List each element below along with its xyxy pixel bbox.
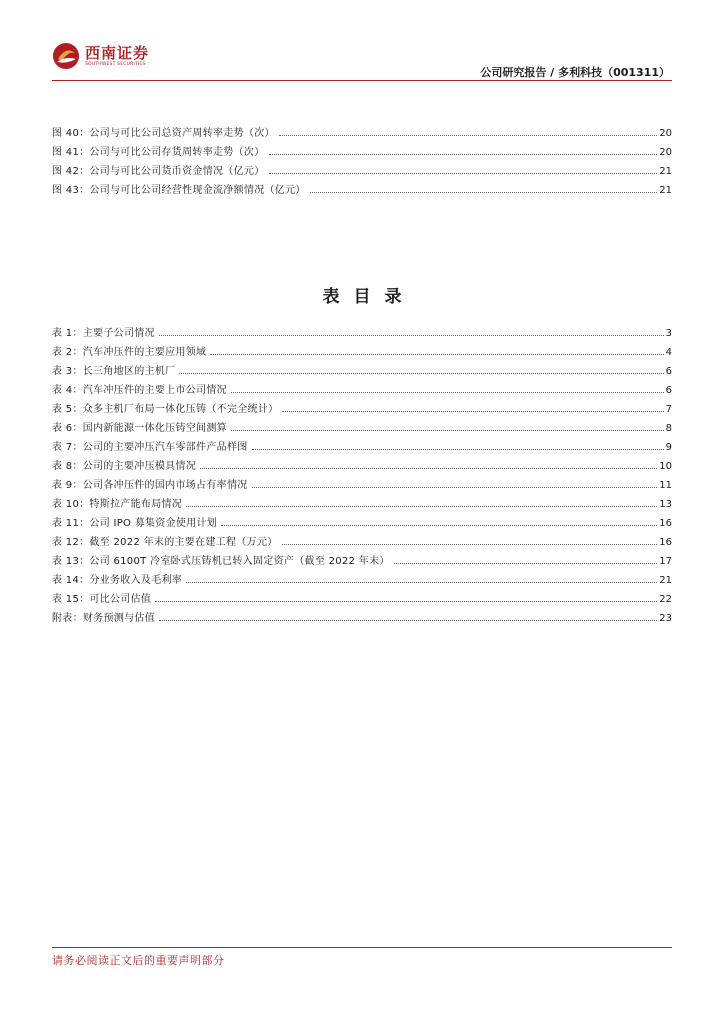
toc-entry-label: 表 2：汽车冲压件的主要应用领域: [52, 347, 207, 358]
table-toc-heading: 表目录: [322, 287, 416, 307]
toc-entry-label: 表 5：众多主机厂布局一体化压铸（不完全统计）: [52, 404, 279, 415]
logo-chinese-text: 西南证券: [85, 43, 150, 62]
dot-leader: [282, 544, 658, 545]
dot-leader: [282, 411, 663, 412]
dot-leader: [269, 173, 658, 174]
toc-entry[interactable]: [52, 158, 672, 177]
toc-entry[interactable]: [52, 453, 672, 472]
dot-leader: [159, 620, 657, 621]
toc-entry-label: 表 15：可比公司估值: [52, 594, 152, 605]
toc-entry-page: 16: [659, 518, 672, 529]
toc-entry-page: 20: [659, 128, 672, 139]
toc-entry-page: 11: [659, 480, 672, 491]
toc-entry-page: 3: [665, 328, 672, 339]
toc-entry-label: 表 10：特斯拉产能布局情况: [52, 499, 183, 510]
toc-entry-page: 21: [659, 185, 672, 196]
dot-leader: [252, 487, 658, 488]
toc-entry-label: 图 42：公司与可比公司货币资金情况（亿元）: [52, 166, 265, 177]
toc-entry-page: 21: [659, 166, 672, 177]
toc-entry-label: 图 43：公司与可比公司经营性现金流净额情况（亿元）: [52, 185, 306, 196]
report-title: 公司研究报告 / 多利科技（001311）: [480, 66, 670, 79]
toc-entry[interactable]: [52, 529, 672, 548]
toc-entry[interactable]: [52, 320, 672, 339]
dot-leader: [159, 335, 664, 336]
toc-entry[interactable]: [52, 567, 672, 586]
toc-entry-label: 表 12：截至 2022 年末的主要在建工程（万元）: [52, 537, 278, 548]
toc-entry[interactable]: [52, 177, 672, 196]
toc-entry-page: 20: [659, 147, 672, 158]
toc-entry-label: 表 7：公司的主要冲压汽车零部件产品样图: [52, 442, 248, 453]
toc-entry[interactable]: [52, 377, 672, 396]
toc-entry[interactable]: [52, 605, 672, 624]
toc-entry-page: 22: [659, 594, 672, 605]
toc-entry[interactable]: [52, 120, 672, 139]
toc-entry[interactable]: [52, 491, 672, 510]
toc-entry-label: 表 4：汽车冲压件的主要上市公司情况: [52, 385, 227, 396]
header-divider: [52, 80, 672, 81]
dot-leader: [231, 430, 664, 431]
toc-entry-page: 21: [659, 575, 672, 586]
toc-entry-page: 16: [659, 537, 672, 548]
logo-emblem-icon: [52, 42, 80, 70]
dot-leader: [210, 354, 663, 355]
toc-entry-label: 附表：财务预测与估值: [52, 613, 155, 624]
dot-leader: [310, 192, 658, 193]
dot-leader: [279, 135, 657, 136]
toc-entry[interactable]: [52, 472, 672, 491]
dot-leader: [231, 392, 664, 393]
toc-entry-page: 4: [665, 347, 672, 358]
toc-entry-page: 6: [665, 385, 672, 396]
toc-entry[interactable]: [52, 510, 672, 529]
toc-entry-label: 表 11：公司 IPO 募集资金使用计划: [52, 518, 218, 529]
toc-entry-label: 图 40：公司与可比公司总资产周转率走势（次）: [52, 128, 275, 139]
toc-entry-page: 9: [665, 442, 672, 453]
footer-divider: [52, 947, 672, 948]
dot-leader: [252, 449, 664, 450]
toc-entry-label: 表 3：长三角地区的主机厂: [52, 366, 176, 377]
toc-entry[interactable]: [52, 339, 672, 358]
toc-entry-page: 8: [665, 423, 672, 434]
toc-entry-label: 表 1：主要子公司情况: [52, 328, 155, 339]
dot-leader: [186, 506, 657, 507]
figure-toc-list: [52, 120, 672, 196]
dot-leader: [155, 601, 657, 602]
dot-leader: [269, 154, 658, 155]
toc-entry[interactable]: [52, 415, 672, 434]
disclaimer-note: 请务必阅读正文后的重要声明部分: [52, 954, 225, 967]
dot-leader: [221, 525, 657, 526]
toc-entry-label: 表 13：公司 6100T 冷室卧式压铸机已转入固定资产（截至 2022 年末）: [52, 556, 390, 567]
toc-entry[interactable]: [52, 586, 672, 605]
toc-entry-page: 13: [659, 499, 672, 510]
toc-entry-page: 17: [659, 556, 672, 567]
toc-entry-page: 10: [659, 461, 672, 472]
toc-entry-label: 表 14：分业务收入及毛利率: [52, 575, 183, 586]
dot-leader: [200, 468, 657, 469]
toc-entry-label: 表 9：公司各冲压件的国内市场占有率情况: [52, 480, 248, 491]
toc-entry-label: 表 8：公司的主要冲压模具情况: [52, 461, 197, 472]
logo-english-text: SOUTHWEST SECURITIES: [85, 61, 146, 67]
table-toc-list: [52, 320, 672, 624]
page-header: [52, 38, 672, 82]
company-logo: [52, 42, 149, 70]
toc-entry-label: 表 6：国内新能源一体化压铸空间测算: [52, 423, 227, 434]
dot-leader: [186, 582, 657, 583]
toc-entry[interactable]: [52, 139, 672, 158]
toc-entry[interactable]: [52, 358, 672, 377]
toc-entry[interactable]: [52, 434, 672, 453]
toc-entry-page: 7: [665, 404, 672, 415]
toc-entry-page: 23: [659, 613, 672, 624]
dot-leader: [394, 563, 658, 564]
toc-entry[interactable]: [52, 548, 672, 567]
toc-entry-page: 6: [665, 366, 672, 377]
toc-entry-label: 图 41：公司与可比公司存货周转率走势（次）: [52, 147, 265, 158]
toc-entry[interactable]: [52, 396, 672, 415]
dot-leader: [179, 373, 663, 374]
